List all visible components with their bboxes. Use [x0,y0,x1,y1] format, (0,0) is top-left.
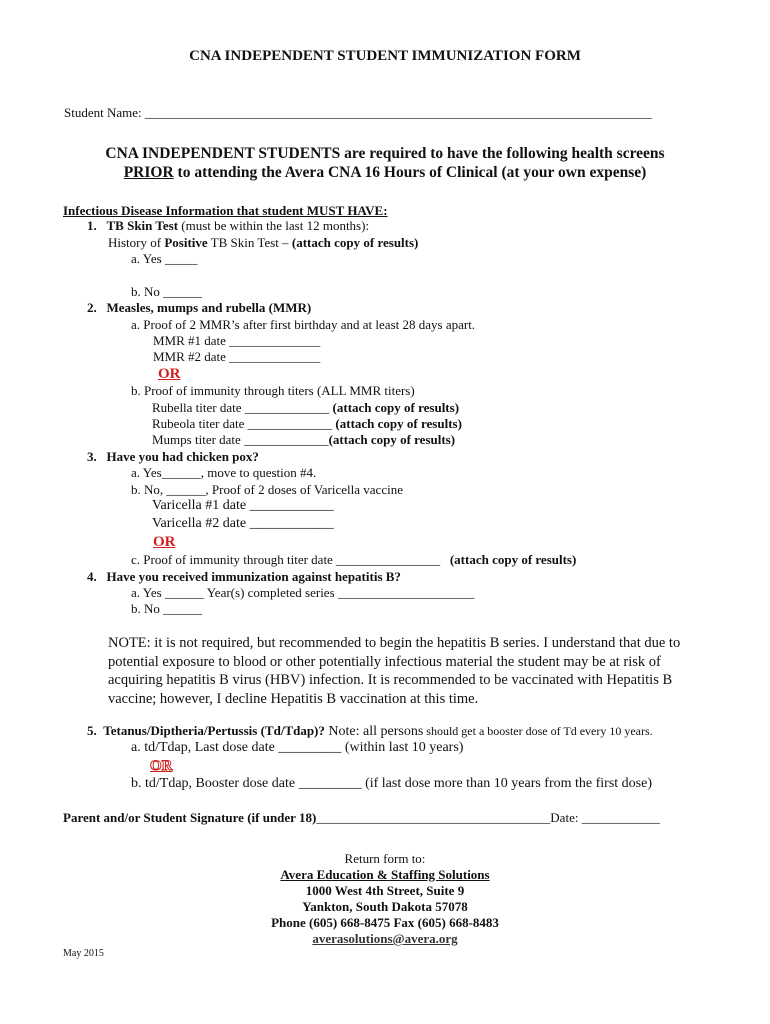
q1-yes-field[interactable]: a. Yes _____ [131,251,198,266]
q2-mumps-row [152,432,455,448]
q1-title-row [87,218,369,234]
student-name-field[interactable]: ______________________________________________________________________________ [144,105,652,120]
q2-rubella-row [152,400,459,416]
q5-note-a: Note: all persons [324,724,424,739]
q2-mumps-attach: (attach copy of results) [328,432,456,447]
q2-or-label: OR [158,366,181,382]
q1-history-attach: (attach copy of results) [291,235,419,250]
q3-c-row [131,552,576,568]
q1-history-positive: Positive [164,235,208,250]
q2-mumps-field[interactable]: Mumps titer date _____________ [152,432,329,447]
q4-title: Have you received immunization against hepatitis B? [106,569,401,584]
org-name: Avera Education & Staffing Solutions [280,867,490,882]
q2-title: Measles, mumps and rubella (MMR) [106,300,312,315]
q2-rubella-field[interactable]: Rubella titer date _____________ [152,400,333,415]
intro-line-1: CNA INDEPENDENT STUDENTS are required to have the following health screens [105,145,665,162]
student-name-label: Student Name: [64,105,145,120]
q3-yes-field[interactable]: a. Yes______, move to question #4. [131,465,317,480]
q5-last-dose-field[interactable]: a. td/Tdap, Last dose date _________ (within last 10 years) [131,740,464,755]
q2-rubella-attach: (attach copy of results) [332,400,460,415]
student-name-row [64,105,652,121]
signature-field[interactable]: ____________________________________ [316,810,551,825]
q1-title: TB Skin Test [106,218,179,233]
q3-titer-field[interactable]: c. Proof of immunity through titer date ________________ [131,552,444,567]
city-state-zip: Yankton, South Dakota 57078 [302,899,468,914]
q4-no-field[interactable]: b. No ______ [131,601,203,616]
form-title: CNA INDEPENDENT STUDENT IMMUNIZATION FORM [189,48,581,64]
q2-num: 2. [87,300,97,315]
signature-row [63,810,660,826]
q3-varicella1-field[interactable]: Varicella #1 date ____________ [152,498,334,513]
street-address: 1000 West 4th Street, Suite 9 [305,883,465,898]
section-heading: Infectious Disease Information that student MUST HAVE: [63,203,388,218]
intro-prior: PRIOR [123,164,174,181]
q2-rubeola-attach: (attach copy of results) [335,416,462,431]
q1-title-rest: (must be within the last 12 months): [178,218,370,233]
intro-line-2 [0,164,770,182]
q3-varicella2-field[interactable]: Varicella #2 date ____________ [152,516,334,531]
q4-num: 4. [87,569,97,584]
q4-title-row [87,569,401,585]
q4-note: NOTE: it is not required, but recommended to begin the hepatitis B series. I understand that due to potential exposure to blood or other potentially infectious material the student may be at risk of acquiring hepatitis B virus (HBV) infection. It is recommended to be vaccinated with Hepatitis B vaccine; however, I decline Hepatitis B vaccination at this time. [108,635,681,707]
return-label: Return form to: [344,851,426,866]
q3-num: 3. [87,449,97,464]
signature-date-field[interactable]: Date: ____________ [550,810,660,825]
q5-num: 5. [87,723,97,738]
q2-b-text: b. Proof of immunity through titers (ALL MMR titers) [131,383,415,398]
q1-history-text-2: TB Skin Test – [207,235,292,250]
q3-or-label: OR [153,534,176,550]
q3-no-field[interactable]: b. No, ______, Proof of 2 doses of Varicella vaccine [131,482,403,497]
q5-title-row [87,723,653,740]
q1-history-text: History of [108,235,165,250]
q5-or-label: OR [150,758,173,774]
q1-history-row [108,235,418,251]
q5-title: Tetanus/Diptheria/Pertussis (Td/Tdap)? [103,723,325,738]
q3-title: Have you had chicken pox? [106,449,259,464]
q5-booster-field[interactable]: b. td/Tdap, Booster dose date _________ (if last dose more than 10 years from the first dose) [131,776,652,791]
q3-titer-attach: (attach copy of results) [449,552,577,567]
phone-fax: Phone (605) 668-8475 Fax (605) 668-8483 [271,915,499,930]
q2-mmr1-field[interactable]: MMR #1 date ______________ [153,333,321,348]
q2-rubeola-row [152,416,462,432]
q4-yes-field[interactable]: a. Yes ______ Year(s) completed series _____________________ [131,585,475,600]
q2-a-text: a. Proof of 2 MMR’s after first birthday and at least 28 days apart. [131,317,476,332]
q2-mmr2-field[interactable]: MMR #2 date ______________ [153,349,321,364]
q3-title-row [87,449,259,465]
q1-no-field[interactable]: b. No ______ [131,284,203,299]
email-link[interactable]: averasolutions@avera.org [312,931,458,946]
q5-note-b: should get a booster dose of Td every 10 years. [423,724,653,738]
q1-num: 1. [87,218,97,233]
signature-label: Parent and/or Student Signature (if under 18) [63,810,317,825]
q2-title-row [87,300,311,316]
revision-date: May 2015 [63,948,104,959]
q2-rubeola-field[interactable]: Rubeola titer date _____________ [152,416,336,431]
intro-line-2-rest: to attending the Avera CNA 16 Hours of Clinical (at your own expense) [173,164,647,181]
